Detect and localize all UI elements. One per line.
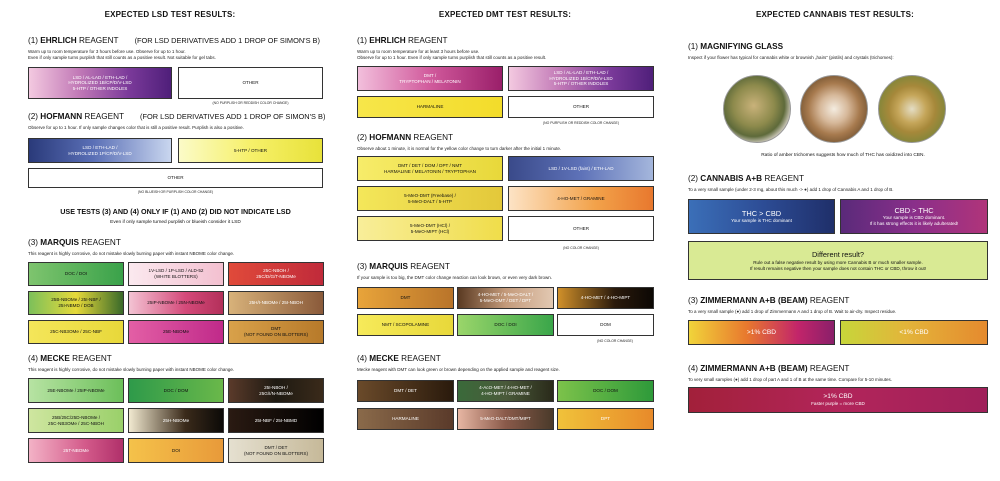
dmt-hofmann-heading: (2) HOFMANN REAGENT bbox=[357, 133, 454, 142]
cannabis-ab-heading: (2) CANNABIS A+B REAGENT bbox=[688, 174, 804, 183]
lsd-use-tests-sub: Even if only sample turned purplish or blueish consider it LSD bbox=[110, 220, 241, 225]
cannabis-title: EXPECTED CANNABIS TEST RESULTS: bbox=[755, 10, 915, 19]
lsd-ehrlich-note: (NO PURPLISH OR REDDISH COLOR CHANGE) bbox=[212, 101, 289, 105]
dmt-hofmann-box-3: 5-MeO-DMT (Freebase) / 5-MeO-DALT / 5-HTP bbox=[357, 186, 503, 211]
lsd-mecke-box-9: DMT / DET (NOT FOUND ON BLOTTERS) bbox=[228, 438, 324, 463]
dmt-title: EXPECTED DMT TEST RESULTS: bbox=[438, 10, 572, 19]
dmt-mecke-box-5: 5-MeO-DALT/DMT/MIPT bbox=[457, 408, 554, 430]
dmt-marquis-box-6: DOM bbox=[557, 314, 654, 336]
dmt-marquis-box-5: DOC / DOI bbox=[457, 314, 554, 336]
dmt-hofmann-desc: Observe about 1 minute, it is normal for the yellow color change to turn darker after the initial 1 minute. bbox=[357, 146, 562, 151]
bud-photo-2 bbox=[800, 75, 868, 143]
dmt-mecke-box-1: DMT / DET bbox=[357, 380, 454, 402]
cannabis-zim2-desc: To very small samples (●) add 1 drop of part A and 1 of B at the same time. Compare for 5-10 minutes. bbox=[688, 377, 893, 382]
cannabis-zim2-over1: >1% CBD Faster purple = more CBD bbox=[688, 387, 988, 413]
dmt-hofmann-note: (NO COLOR CHANGE) bbox=[563, 246, 599, 250]
lsd-marquis-heading: (3) MARQUIS REAGENT bbox=[28, 238, 121, 247]
cannabis-zim1-desc: To a very small sample (●) add 1 drop of Zimmermann A and 1 drop of B. Wait to air-dry. Inspect residue. bbox=[688, 309, 897, 314]
lsd-marquis-box-8: 25E-NBOMe bbox=[128, 320, 224, 344]
dmt-mecke-box-2: 4-AcO-MET / 4-HO-MET / 4-HO-MIPT / GRAMINE bbox=[457, 380, 554, 402]
dmt-hofmann-box-1: DMT / DET / DOM / DPT / NMT HARMALINE / MELATONIN / TRYPTOPHAN bbox=[357, 156, 503, 181]
lsd-mecke-desc: This reagent is highly corrosive, do not mistake slowly burning paper with instant NBOME color change. bbox=[28, 367, 235, 372]
dmt-marquis-box-2: 4-HO-MET / 5-MeO-DALT / 5-MeO-DMT / DET / DPT bbox=[457, 287, 554, 309]
dmt-marquis-box-3: 4-HO-MET / 4-HO-MIPT bbox=[557, 287, 654, 309]
dmt-ehrlich-dmt: DMT / TRYPTOPHAN / MELATONIN bbox=[357, 66, 503, 91]
dmt-hofmann-box-2: LSD / 1V-LSD (faint) / ETH-LAD bbox=[508, 156, 654, 181]
cannabis-glass-heading: (1) MAGNIFYING GLASS bbox=[688, 42, 784, 51]
dmt-marquis-heading: (3) MARQUIS REAGENT bbox=[357, 262, 450, 271]
lsd-mecke-box-2: DOC / DOM bbox=[128, 378, 224, 403]
dmt-mecke-box-3: DOC / DOM bbox=[557, 380, 654, 402]
lsd-marquis-box-5: 25IP-NBOMe / 25N-NBOMe bbox=[128, 291, 224, 315]
dmt-hofmann-box-6: OTHER bbox=[508, 216, 654, 241]
dmt-marquis-desc: If your sample is too big, the DMT color change reaction can look brown, or even very dark brown. bbox=[357, 275, 553, 280]
bud-photo-1 bbox=[723, 75, 791, 143]
cannabis-different-box: Different result? Rule out a false negative result by using more Cannabis B or much smaller sample. If result remains negative then your sample does not contain THC or CBD, throw it out! bbox=[688, 241, 988, 280]
lsd-mecke-box-1: 25E-NBOMe / 25IP-NBOMe bbox=[28, 378, 124, 403]
cannabis-zim2-heading: (4) ZIMMERMANN A+B (BEAM) REAGENT bbox=[688, 364, 850, 373]
dmt-marquis-box-4: NMT / SCOPOLAMINE bbox=[357, 314, 454, 336]
cannabis-zim1-under1: <1% CBD bbox=[840, 320, 988, 345]
cannabis-glass-desc: Inspect if your flower has typical for cannabis white or brownish „hairs” (pistils) and crystals (trichomes): bbox=[688, 55, 894, 60]
lsd-column bbox=[0, 0, 340, 481]
dmt-ehrlich-other: OTHER bbox=[508, 96, 654, 118]
dmt-marquis-box-1: DMT bbox=[357, 287, 454, 309]
lsd-marquis-box-1: DOC / DOI bbox=[28, 262, 124, 286]
lsd-mecke-box-7: 25T-NBOMe bbox=[28, 438, 124, 463]
dmt-ehrlich-lsd: LSD / AL-LAD / ETH-LAD / HYDROLIZED 1B/CP/D/V-LSD 5-HTP / OTHER INDOLES bbox=[508, 66, 654, 91]
lsd-mecke-box-6: 25I-NBF / 25I-NBMD bbox=[228, 408, 324, 433]
lsd-use-tests-heading: USE TESTS (3) AND (4) ONLY IF (1) AND (2) DID NOT INDICATE LSD bbox=[60, 207, 291, 216]
lsd-mecke-heading: (4) MECKE REAGENT bbox=[28, 354, 112, 363]
dmt-column bbox=[340, 0, 670, 481]
lsd-marquis-desc: This reagent is highly corrosive, do not mistake slowly burning paper with instant NBOME color change. bbox=[28, 251, 235, 256]
cannabis-ab-desc: To a very small sample (under 2-3 mg, about this much -> ●) add 1 drop of Cannabis A and 1 drop of B. bbox=[688, 187, 894, 192]
lsd-hofmann-5htp: 5-HTP / OTHER bbox=[178, 138, 323, 163]
lsd-marquis-box-7: 25C-NB3OMe / 25C-NBF bbox=[28, 320, 124, 344]
cannabis-zim1-over1: >1% CBD bbox=[688, 320, 835, 345]
lsd-marquis-box-6: 25H/I-NBOMe / 25I-NBOH bbox=[228, 291, 324, 315]
cannabis-cbd-box: CBD > THC Your sample is CBD dominant. If it has strong effects it is likely adulterated! bbox=[840, 199, 988, 234]
dmt-mecke-box-4: HARMALINE bbox=[357, 408, 454, 430]
dmt-ehrlich-desc: Warm up to room temperature for at least 3 hours before use. Observe for up to 1 hour. Even if only sample turns purplish that still counts as a positive result. bbox=[357, 49, 547, 60]
dmt-marquis-note: (NO COLOR CHANGE) bbox=[597, 339, 633, 343]
cannabis-glass-caption: Ratio of amber trichomes suggests how much of THC has oxidized into CBN. bbox=[761, 153, 925, 158]
lsd-hofmann-desc: Observe for up to 1 hour. If only sample changes color that is still a positive result. Purplish is also a positive. bbox=[28, 125, 244, 130]
dmt-mecke-box-6: DPT bbox=[557, 408, 654, 430]
lsd-mecke-box-5: 25H-NBOMe bbox=[128, 408, 224, 433]
lsd-ehrlich-positive: LSD / AL-LAD / ETH-LAD / HYDROLIZED 1B/CP/D/V-LSD 5-HTP / OTHER INDOLES bbox=[28, 67, 172, 99]
dmt-mecke-desc: Mecke reagent with DMT can look green or brown depending on the applied sample and reagent size. bbox=[357, 367, 560, 372]
dmt-mecke-heading: (4) MECKE REAGENT bbox=[357, 354, 441, 363]
cannabis-thc-box: THC > CBD Your sample is THC dominant bbox=[688, 199, 835, 234]
dmt-ehrlich-harmaline: HARMALINE bbox=[357, 96, 503, 118]
lsd-mecke-box-4: 25B/25C/25D-NBOMe / 25C-NB3OMe / 25C-NBOH bbox=[28, 408, 124, 433]
dmt-hofmann-box-5: 5-MeO-DMT (HCl) / 5-MeO-MIPT (HCl) bbox=[357, 216, 503, 241]
dmt-ehrlich-note: (NO PURPLISH OR REDDISH COLOR CHANGE) bbox=[543, 121, 619, 125]
lsd-marquis-box-3: 25C-NBOH / 25C/D/G/T-NBOMe bbox=[228, 262, 324, 286]
lsd-ehrlich-heading: (1) EHRLICH REAGENT (FOR LSD DERIVATIVES ADD 1 DROP OF SIMON'S B) bbox=[28, 36, 320, 45]
lsd-hofmann-heading: (2) HOFMANN REAGENT (FOR LSD DERIVATIVES ADD 1 DROP OF SIMON'S B) bbox=[28, 112, 326, 121]
cannabis-column bbox=[670, 0, 1000, 481]
lsd-marquis-box-9: DMT (NOT FOUND ON BLOTTERS) bbox=[228, 320, 324, 344]
lsd-ehrlich-desc: Warm up to room temperature for 3 hours before use. Observe for up to 1 hour. Even if only sample turns purplish that still counts as a positive result. Not suitable for gel tabs. bbox=[28, 49, 216, 60]
lsd-hofmann-positive: LSD / ETH-LAD / HYDROLIZED 1P/CP/D/V-LSD bbox=[28, 138, 172, 163]
lsd-hofmann-other: OTHER bbox=[28, 168, 323, 188]
lsd-marquis-box-4: 25B-NBOMe / 25I-NBF / 25I-NBMD / DOB bbox=[28, 291, 124, 315]
lsd-mecke-box-3: 25I-NBOH / 25G/I/N-NBOMe bbox=[228, 378, 324, 403]
lsd-marquis-box-2: 1V-LSD / 1P-LSD / ALD-52 (WHITE BLOTTERS) bbox=[128, 262, 224, 286]
lsd-mecke-box-8: DOI bbox=[128, 438, 224, 463]
lsd-hofmann-note: (NO BLUEISH OR PURPLISH COLOR CHANGE) bbox=[137, 190, 214, 194]
dmt-hofmann-box-4: 4-HO-MET / GRAMINE bbox=[508, 186, 654, 211]
cannabis-zim1-heading: (3) ZIMMERMANN A+B (BEAM) REAGENT bbox=[688, 296, 850, 305]
bud-photo-3 bbox=[878, 75, 946, 143]
lsd-ehrlich-other: OTHER bbox=[178, 67, 323, 99]
dmt-ehrlich-heading: (1) EHRLICH REAGENT bbox=[357, 36, 448, 45]
lsd-title: EXPECTED LSD TEST RESULTS: bbox=[104, 10, 236, 19]
